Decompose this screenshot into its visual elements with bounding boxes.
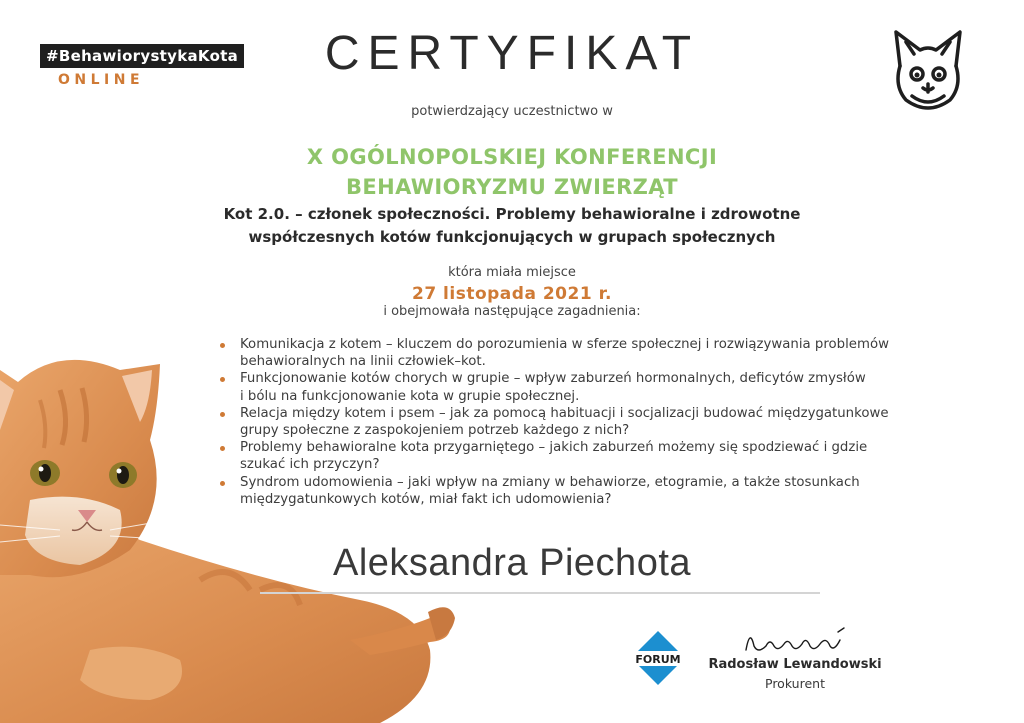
topic-line: Syndrom udomowienia – jaki wpływ na zmiany w behawiorze, etogramie, a także stosunkach — [240, 474, 860, 490]
topic-line: grupy społeczne z zaspokojeniem potrzeb każdego z nich? — [240, 423, 630, 439]
brand-hashtag: #BehawiorystykaKota — [40, 44, 244, 68]
certificate-subtitle: potwierdzający uczestnictwo w — [411, 104, 613, 119]
forum-logo-text: FORUM — [635, 653, 681, 666]
topic-line: Komunikacja z kotem – kluczem do porozumienia w sferze społecznej i rozwiązywania problemów — [240, 337, 889, 352]
event-date: 27 listopada 2021 r. — [411, 284, 612, 304]
ginger-cat-illustration — [0, 350, 490, 723]
recipient-name: Aleksandra Piechota — [332, 542, 692, 584]
handwritten-signature — [740, 624, 850, 658]
event-place-label: która miała miejsce — [448, 265, 576, 280]
topic-line: Relacja między kotem i psem – jak za pomocą habituacji i socjalizacji budować międzygatunkowe — [240, 405, 889, 421]
certificate-title: CERTYFIKAT — [324, 27, 700, 80]
topic-line: Problemy behawioralne kota przygarniętego – jakich zaburzeń możemy się spodziewać i gdzie — [240, 440, 868, 456]
cat-face-icon — [890, 26, 966, 112]
signer-name: Radosław Lewandowski — [708, 657, 882, 672]
conference-name-line1: X OGÓLNOPOLSKIEJ KONFERENCJI — [306, 145, 718, 169]
conference-name — [0, 142, 1024, 202]
conference-name-line2: BEHAWIORYZMU ZWIERZĄT — [345, 175, 679, 199]
topic-line: i bólu na funkcjonowanie kota w grupie społecznej. — [240, 388, 580, 404]
topic-line: behawioralnych na linii człowiek–kot. — [240, 354, 486, 370]
bullet-dot-icon — [220, 343, 225, 348]
signer-role: Prokurent — [765, 676, 825, 691]
conference-topic — [0, 203, 1024, 249]
conference-topic-line2: współczesnych kotów funkcjonujących w grupach społecznych — [248, 228, 776, 246]
topic-line: Funkcjonowanie kotów chorych w grupie – wpływ zaburzeń hormonalnych, deficytów zmysłów — [240, 371, 866, 387]
brand-online-label: ONLINE — [58, 72, 145, 88]
forum-logo-icon — [630, 630, 686, 686]
topic-line: międzygatunkowych kotów, miał fakt ich udomowienia? — [240, 491, 612, 507]
conference-topic-line1: Kot 2.0. – członek społeczności. Problemy behawioralne i zdrowotne — [223, 205, 801, 223]
event-scope-label: i obejmowała następujące zagadnienia: — [383, 304, 641, 319]
topic-line: szukać ich przyczyn? — [240, 457, 380, 473]
signature-divider — [260, 592, 820, 594]
